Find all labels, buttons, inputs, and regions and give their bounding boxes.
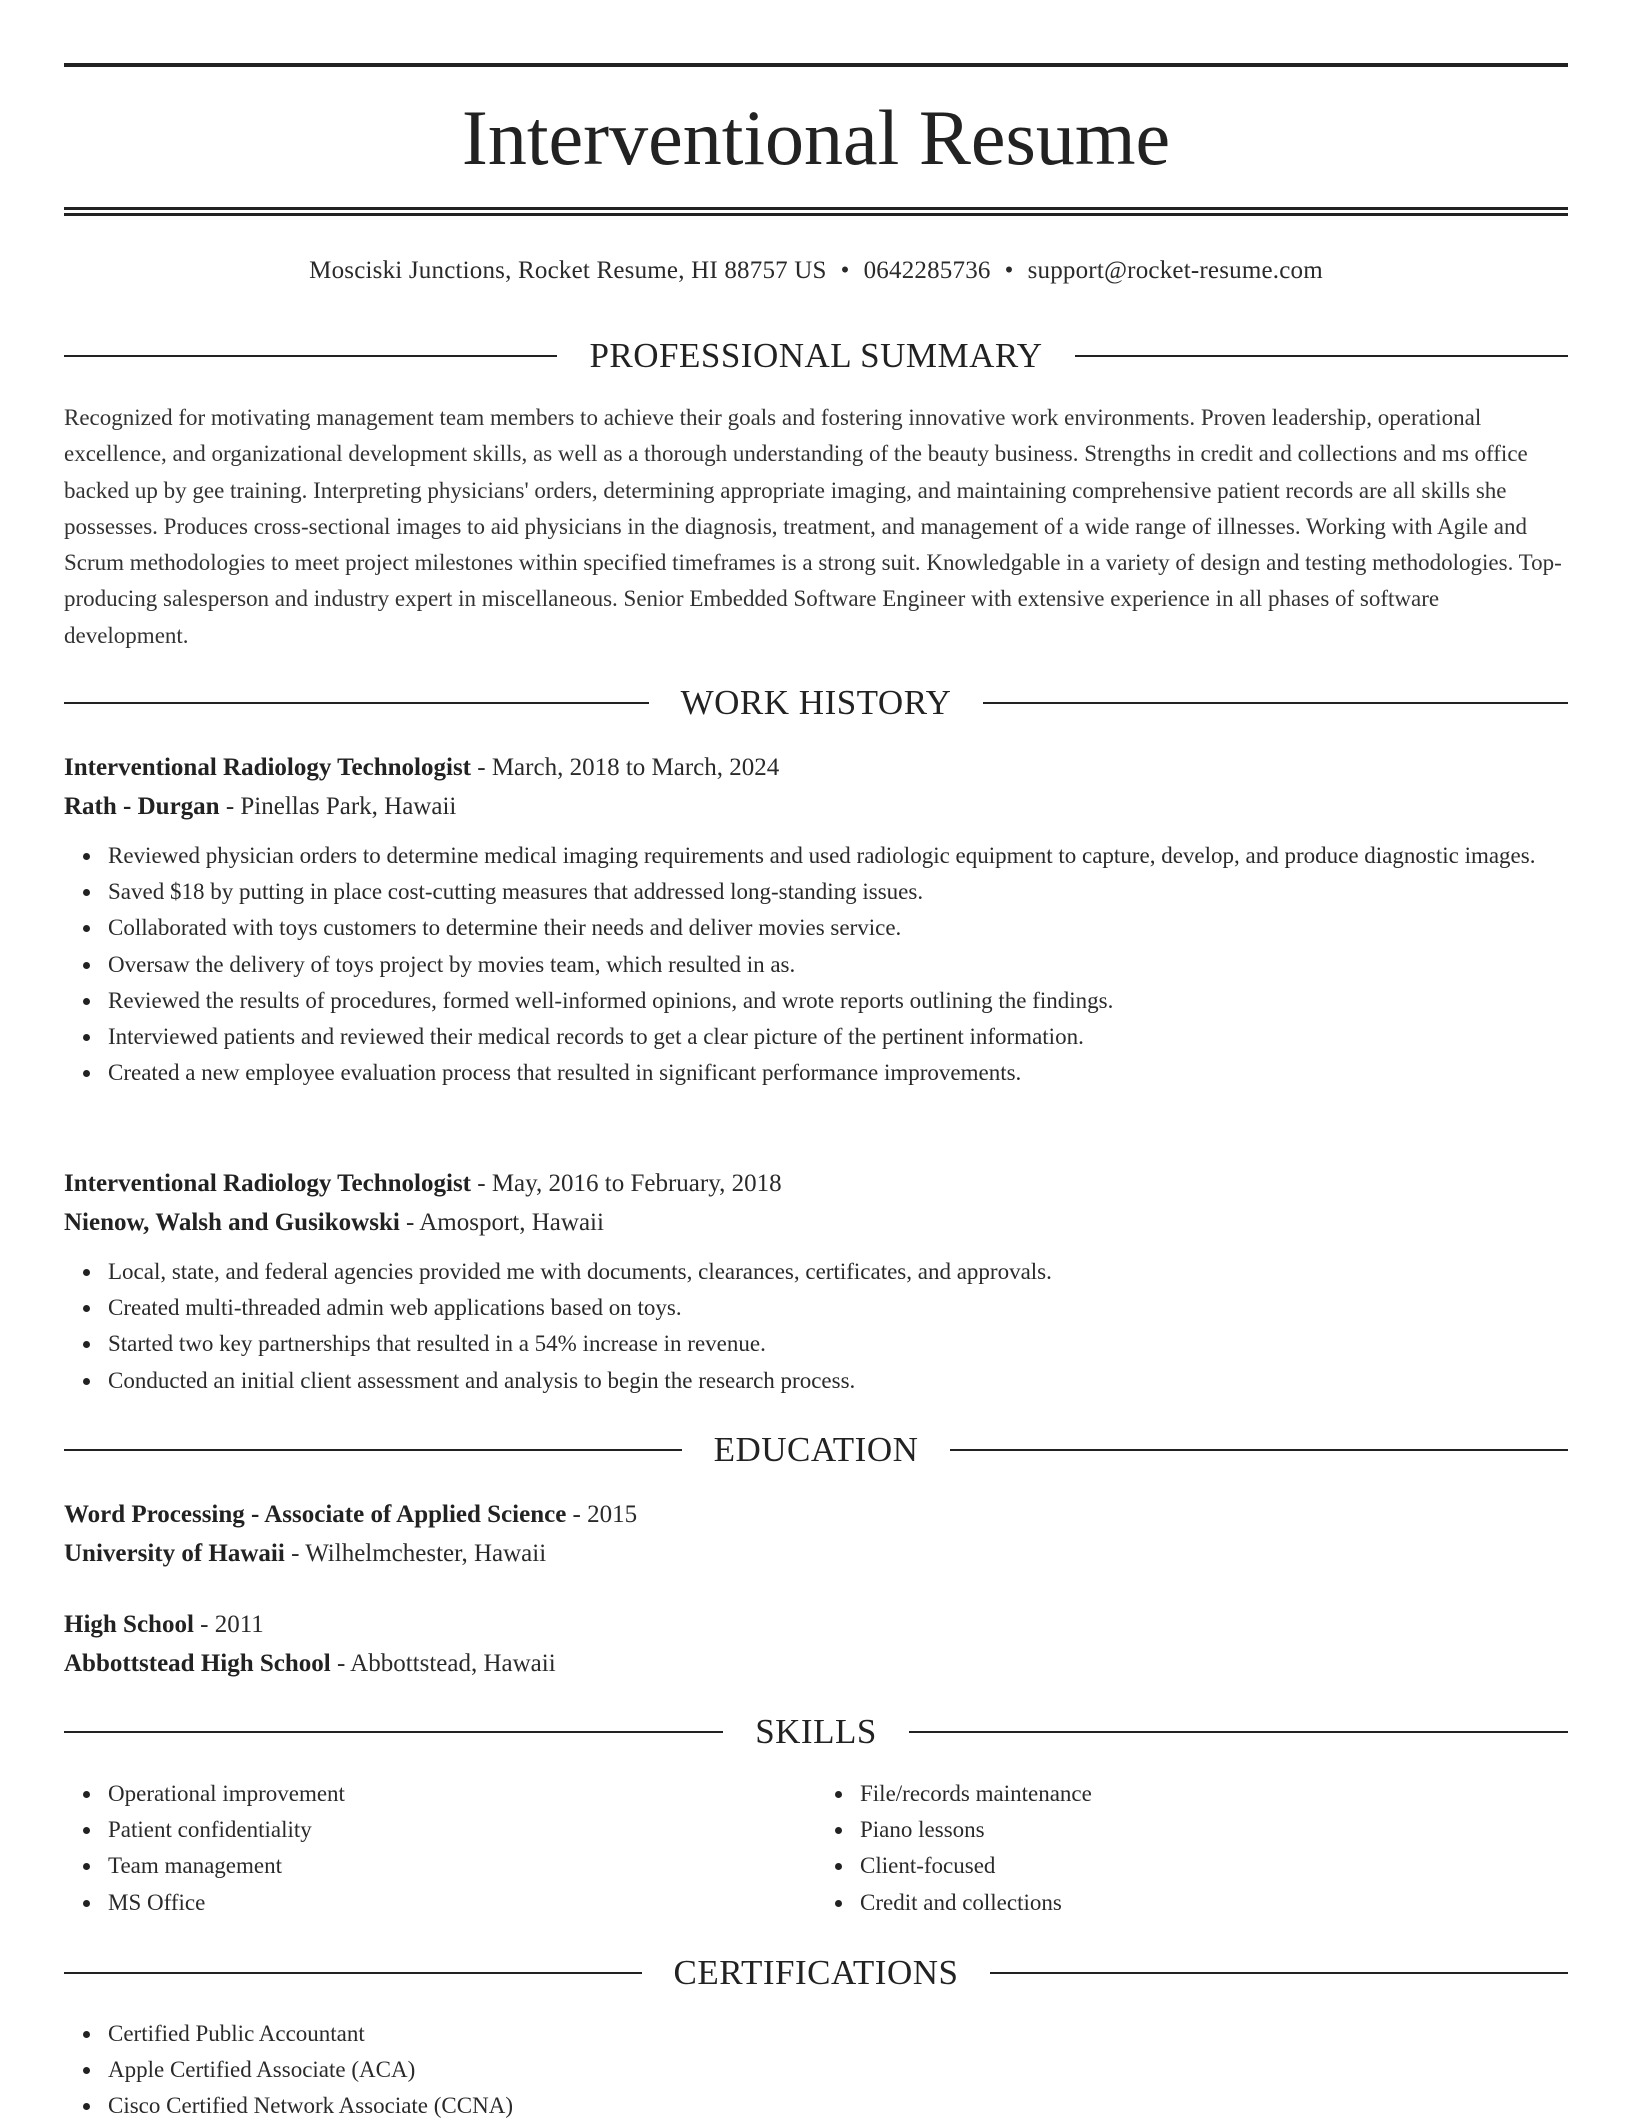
- resume-title: Interventional Resume: [461, 94, 1171, 181]
- contact-email: support@rocket-resume.com: [1027, 257, 1323, 284]
- skill-item: MS Office: [108, 1885, 816, 1921]
- job-bullet: Created a new employee evaluation process that resulted in significant performance improvements.: [108, 1055, 1568, 1091]
- certifications-list: [64, 2016, 1568, 2125]
- education-school-line: [64, 1644, 1568, 1683]
- job-location: - Amosport, Hawaii: [399, 1209, 604, 1236]
- heading-rule-left: [64, 1972, 642, 1974]
- skill-item: Operational improvement: [108, 1776, 816, 1812]
- certification-item: Apple Certified Associate (ACA): [108, 2052, 1568, 2088]
- skill-item: Patient confidentiality: [108, 1812, 816, 1848]
- job-entry: [64, 748, 1568, 1091]
- section-title: WORK HISTORY: [680, 683, 952, 722]
- section-heading-certifications: [64, 1951, 1568, 1995]
- job-bullet: Reviewed the results of procedures, formed well-informed opinions, and wrote reports outlining the findings.: [108, 983, 1568, 1019]
- job-title-line: [64, 748, 1568, 787]
- section-title: CERTIFICATIONS: [673, 1953, 959, 1992]
- heading-rule-left: [64, 702, 649, 704]
- skill-item: Credit and collections: [860, 1885, 1568, 1921]
- heading-rule-right: [950, 1449, 1568, 1451]
- job-company-line: [64, 1203, 1568, 1242]
- job-dates: - March, 2018 to March, 2024: [471, 754, 780, 781]
- job-bullets: [64, 838, 1568, 1091]
- skills-grid: [64, 1776, 1568, 1921]
- job-bullet: Conducted an initial client assessment and analysis to begin the research process.: [108, 1363, 1568, 1399]
- job-bullet: Local, state, and federal agencies provided me with documents, clearances, certificates, and approvals.: [108, 1254, 1568, 1290]
- section-title: SKILLS: [755, 1712, 877, 1751]
- section-heading-education: [64, 1428, 1568, 1472]
- job-title: Interventional Radiology Technologist: [64, 754, 471, 781]
- skill-item: File/records maintenance: [860, 1776, 1568, 1812]
- heading-rule-left: [64, 1449, 682, 1451]
- education-location: - Wilhelmchester, Hawaii: [284, 1540, 547, 1567]
- job-location: - Pinellas Park, Hawaii: [219, 793, 457, 820]
- education-degree: High School: [64, 1611, 194, 1638]
- section-title: EDUCATION: [713, 1430, 919, 1469]
- education-school-line: [64, 1534, 1568, 1573]
- section-heading-work: [64, 681, 1568, 725]
- job-bullet: Started two key partnerships that resulted in a 54% increase in revenue.: [108, 1326, 1568, 1362]
- skill-item: Piano lessons: [860, 1812, 1568, 1848]
- title-double-rule: [64, 207, 1568, 216]
- job-company: Rath - Durgan: [64, 793, 220, 820]
- skills-column-right: [816, 1776, 1568, 1921]
- job-bullet: Saved $18 by putting in place cost-cutting measures that addressed long-standing issues.: [108, 874, 1568, 910]
- education-school: University of Hawaii: [64, 1540, 285, 1567]
- job-entry: [64, 1164, 1568, 1399]
- heading-rule-right: [1075, 355, 1568, 357]
- job-bullet: Oversaw the delivery of toys project by movies team, which resulted in as.: [108, 947, 1568, 983]
- heading-rule-right: [983, 702, 1568, 704]
- contact-address: Mosciski Junctions, Rocket Resume, HI 88757 US: [309, 257, 827, 284]
- skills-column-left: [64, 1776, 816, 1921]
- contact-separator: •: [1004, 257, 1014, 284]
- heading-rule-left: [64, 1731, 723, 1733]
- contact-separator: •: [840, 257, 850, 284]
- education-degree-line: [64, 1495, 1568, 1534]
- education-degree-line: [64, 1605, 1568, 1644]
- contact-line: [64, 254, 1568, 288]
- job-title-line: [64, 1164, 1568, 1203]
- section-title: PROFESSIONAL SUMMARY: [589, 336, 1043, 375]
- contact-phone: 0642285736: [863, 257, 991, 284]
- job-bullets: [64, 1254, 1568, 1399]
- skill-item: Team management: [108, 1848, 816, 1884]
- section-heading-summary: [64, 334, 1568, 378]
- skill-item: Client-focused: [860, 1848, 1568, 1884]
- job-company-line: [64, 787, 1568, 826]
- education-school: Abbottstead High School: [64, 1650, 331, 1677]
- education-location: - Abbottstead, Hawaii: [330, 1650, 556, 1677]
- education-year: - 2011: [193, 1611, 264, 1638]
- heading-rule-right: [909, 1731, 1568, 1733]
- job-dates: - May, 2016 to February, 2018: [471, 1170, 782, 1197]
- job-title: Interventional Radiology Technologist: [64, 1170, 471, 1197]
- summary-text: Recognized for motivating management team members to achieve their goals and fostering innovative work environments. Proven leadership, operational excellence, and organizational development skills, as well as a thorough understanding of the beauty business. Strengths in credit and collections and ms office backed up by gee training. Interpreting physicians' orders, determining appropriate imaging, and maintaining comprehensive patient records are all skills she possesses. Produces cross-sectional images to aid physicians in the diagnosis, treatment, and management of a wide range of illnesses. Working with Agile and Scrum methodologies to meet project milestones within specified timeframes is a strong suit. Knowledgable in a variety of design and testing methodologies. Top-producing salesperson and industry expert in miscellaneous. Senior Embedded Software Engineer with extensive experience in all phases of software development.: [64, 405, 1562, 648]
- job-company: Nienow, Walsh and Gusikowski: [64, 1209, 400, 1236]
- section-heading-skills: [64, 1710, 1568, 1754]
- top-rule: [64, 63, 1568, 67]
- job-bullet: Collaborated with toys customers to determine their needs and deliver movies service.: [108, 910, 1568, 946]
- job-bullet: Interviewed patients and reviewed their medical records to get a clear picture of the pertinent information.: [108, 1019, 1568, 1055]
- education-entry: [64, 1605, 1568, 1683]
- certification-item: Certified Public Accountant: [108, 2016, 1568, 2052]
- education-year: - 2015: [566, 1501, 638, 1528]
- heading-rule-right: [990, 1972, 1568, 1974]
- education-degree: Word Processing - Associate of Applied Science: [64, 1501, 567, 1528]
- job-bullet: Created multi-threaded admin web applications based on toys.: [108, 1290, 1568, 1326]
- job-bullet: Reviewed physician orders to determine medical imaging requirements and used radiologic equipment to capture, develop, and produce diagnostic images.: [108, 838, 1568, 874]
- certifications-block: [64, 2016, 1568, 2125]
- certification-item: Cisco Certified Network Associate (CCNA): [108, 2088, 1568, 2124]
- heading-rule-left: [64, 355, 557, 357]
- education-entry: [64, 1495, 1568, 1573]
